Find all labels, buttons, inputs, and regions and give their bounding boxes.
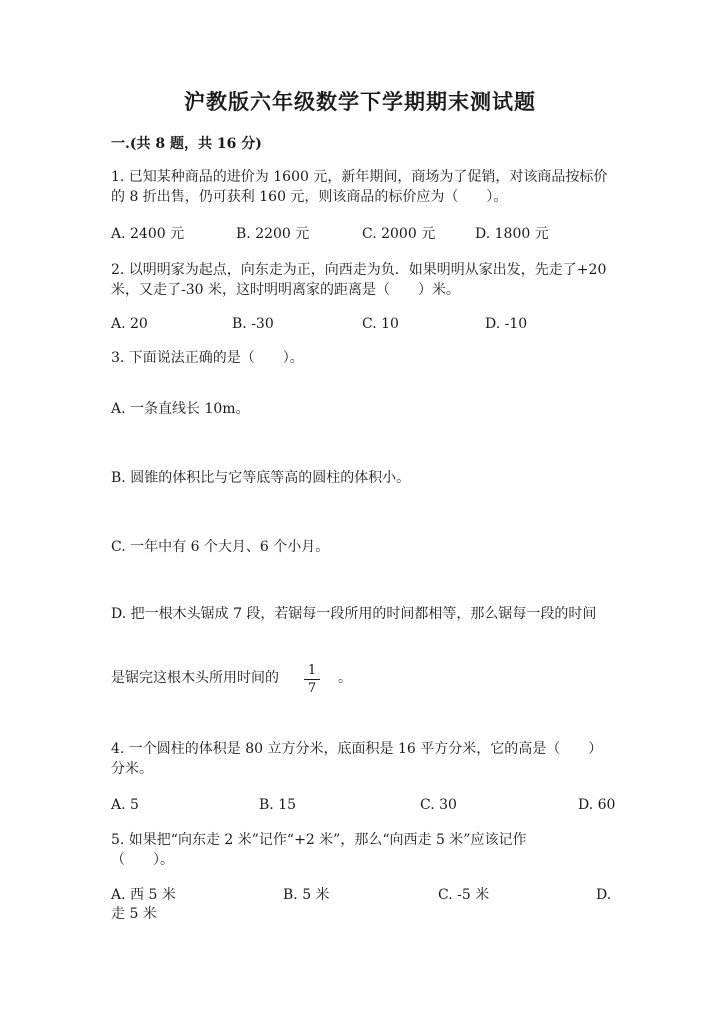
q1-option-a: A. 2400 元 — [111, 226, 185, 242]
fraction-bar — [304, 679, 320, 680]
q5-option-d-continued: 走 5 米 — [111, 906, 157, 922]
q2-line-1: 2. 以明明家为起点，向东走为正，向西走为负．如果明明从家出发，先走了+20 — [111, 262, 607, 278]
fraction-denominator: 7 — [307, 681, 317, 696]
page-title: 沪教版六年级数学下学期期末测试题 — [184, 89, 536, 114]
q5-option-c: C. -5 米 — [438, 887, 490, 903]
q5-line-2: （ ）。 — [111, 852, 174, 868]
q1-option-d: D. 1800 元 — [475, 226, 549, 242]
q3-option-d-line-2: 是锯完这根木头所用时间的 — [111, 670, 279, 686]
q2-option-c: C. 10 — [362, 316, 399, 332]
fraction-numerator: 1 — [307, 663, 317, 678]
fraction-one-seventh — [300, 663, 324, 696]
q5-line-1: 5. 如果把“向东走 2 米”记作“+2 米”，那么“向西走 5 米”应该记作 — [111, 832, 527, 848]
q3-option-b: B. 圆锥的体积比与它等底等高的圆柱的体积小。 — [111, 470, 411, 486]
q3-option-a: A. 一条直线长 10m。 — [111, 401, 250, 417]
q2-line-2: 米，又走了-30 米，这时明明离家的距离是（ ）米。 — [111, 282, 460, 298]
q4-option-d: D. 60 — [578, 797, 616, 813]
q2-option-b: B. -30 — [232, 316, 274, 332]
q3-option-c: C. 一年中有 6 个大月、6 个小月。 — [111, 539, 330, 555]
q4-option-b: B. 15 — [259, 797, 297, 813]
section-heading: 一.(共 8 题，共 16 分) — [111, 136, 262, 152]
q5-option-d: D. — [596, 887, 612, 903]
q1-option-b: B. 2200 元 — [236, 226, 310, 242]
q3-line-1: 3. 下面说法正确的是（ ）。 — [111, 350, 304, 366]
q4-option-a: A. 5 — [111, 797, 139, 813]
q1-line-1: 1. 已知某种商品的进价为 1600 元，新年期间，商场为了促销，对该商品按标价 — [111, 169, 608, 185]
q2-option-d: D. -10 — [485, 316, 528, 332]
q1-line-2: 的 8 折出售，仍可获利 160 元，则该商品的标价应为（ ）。 — [111, 189, 508, 205]
q3-option-d-line-1: D. 把一根木头锯成 7 段，若锯每一段所用的时间都相等，那么锯每一段的时间 — [111, 606, 597, 622]
q2-option-a: A. 20 — [111, 316, 148, 332]
q5-option-a: A. 西 5 米 — [111, 887, 176, 903]
q3-option-d-end: 。 — [338, 670, 352, 686]
q4-option-c: C. 30 — [420, 797, 457, 813]
q4-line-1: 4. 一个圆柱的体积是 80 立方分米，底面积是 16 平方分米，它的高是（ ） — [111, 741, 603, 757]
q1-option-c: C. 2000 元 — [362, 226, 436, 242]
q4-line-2: 分米。 — [111, 761, 153, 777]
q5-option-b: B. 5 米 — [283, 887, 330, 903]
